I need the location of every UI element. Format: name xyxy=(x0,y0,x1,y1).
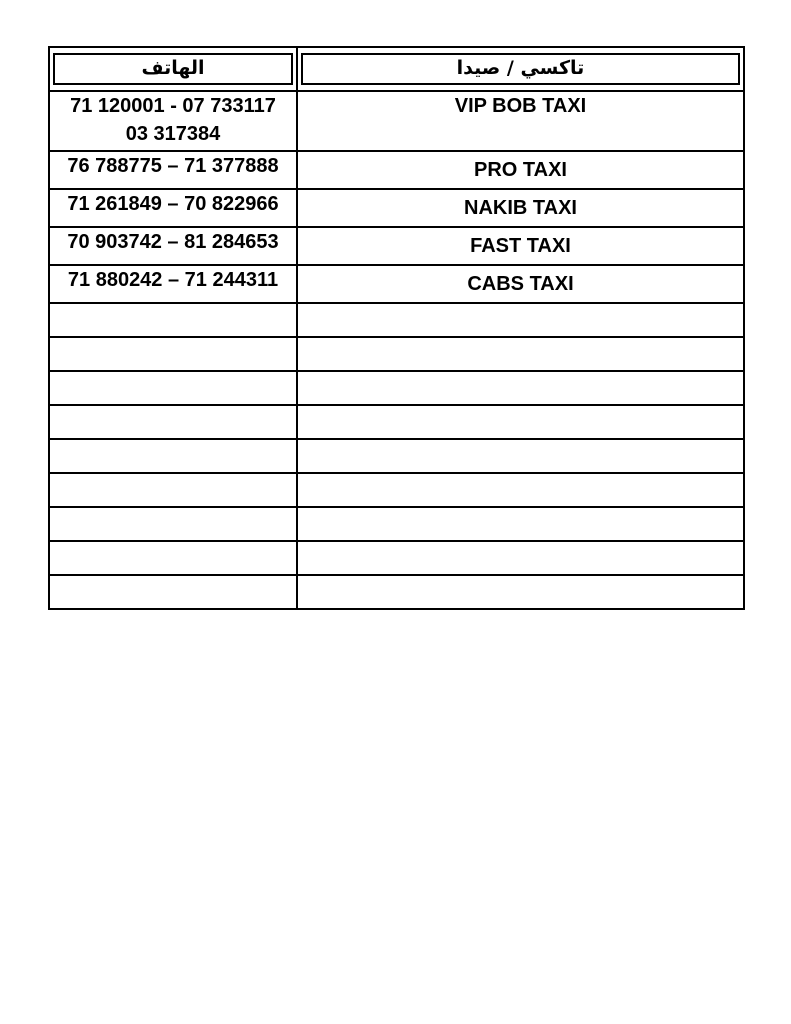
phone-number: 71 261849 – 70 822966 xyxy=(67,193,279,215)
empty-table-row xyxy=(49,303,744,337)
empty-table-row xyxy=(49,575,744,609)
empty-table-row xyxy=(49,507,744,541)
phone-column-header: الهاتف xyxy=(53,53,293,85)
phone-cell xyxy=(49,541,297,575)
empty-table-row xyxy=(49,337,744,371)
empty-table-row xyxy=(49,541,744,575)
phone-cell xyxy=(49,507,297,541)
table-row xyxy=(49,91,744,151)
name-header-cell xyxy=(297,47,744,91)
taxi-directory-sheet xyxy=(48,46,743,610)
phone-cell xyxy=(49,473,297,507)
taxi-name-cell xyxy=(297,473,744,507)
empty-table-row xyxy=(49,371,744,405)
taxi-name-cell xyxy=(297,405,744,439)
phone-header-cell xyxy=(49,47,297,91)
phone-cell xyxy=(49,265,297,303)
phone-number: 71 120001 - 07 733117 xyxy=(70,95,276,117)
taxi-name-cell: NAKIB TAXI xyxy=(297,189,744,227)
taxi-directory-table xyxy=(48,46,745,610)
phone-number: 70 903742 – 81 284653 xyxy=(67,231,279,253)
phone-cell xyxy=(49,405,297,439)
table-row xyxy=(49,189,744,227)
phone-cell xyxy=(49,227,297,265)
taxi-name-cell xyxy=(297,575,744,609)
phone-cell xyxy=(49,189,297,227)
phone-cell xyxy=(49,151,297,189)
phone-cell xyxy=(49,371,297,405)
taxi-name-cell xyxy=(297,371,744,405)
taxi-name-cell: FAST TAXI xyxy=(297,227,744,265)
table-row xyxy=(49,265,744,303)
table-row xyxy=(49,151,744,189)
phone-number: 76 788775 – 71 377888 xyxy=(67,155,279,177)
taxi-name-cell xyxy=(297,439,744,473)
taxi-name-cell xyxy=(297,541,744,575)
taxi-name-cell: PRO TAXI xyxy=(297,151,744,189)
taxi-name-cell xyxy=(297,303,744,337)
empty-table-row xyxy=(49,439,744,473)
taxi-name-cell xyxy=(297,337,744,371)
taxi-name-cell: CABS TAXI xyxy=(297,265,744,303)
phone-cell xyxy=(49,91,297,151)
phone-cell xyxy=(49,303,297,337)
header-row xyxy=(49,47,744,91)
taxi-column-header: تاكسي / صيدا xyxy=(301,53,740,85)
phone-cell xyxy=(49,337,297,371)
taxi-name-cell: VIP BOB TAXI xyxy=(297,91,744,151)
phone-number: 71 880242 – 71 244311 xyxy=(67,269,279,291)
taxi-name-cell xyxy=(297,507,744,541)
phone-cell xyxy=(49,575,297,609)
phone-number: 03 317384 xyxy=(125,123,221,145)
empty-table-row xyxy=(49,405,744,439)
empty-table-row xyxy=(49,473,744,507)
phone-cell xyxy=(49,439,297,473)
table-body xyxy=(49,47,744,609)
table-row xyxy=(49,227,744,265)
